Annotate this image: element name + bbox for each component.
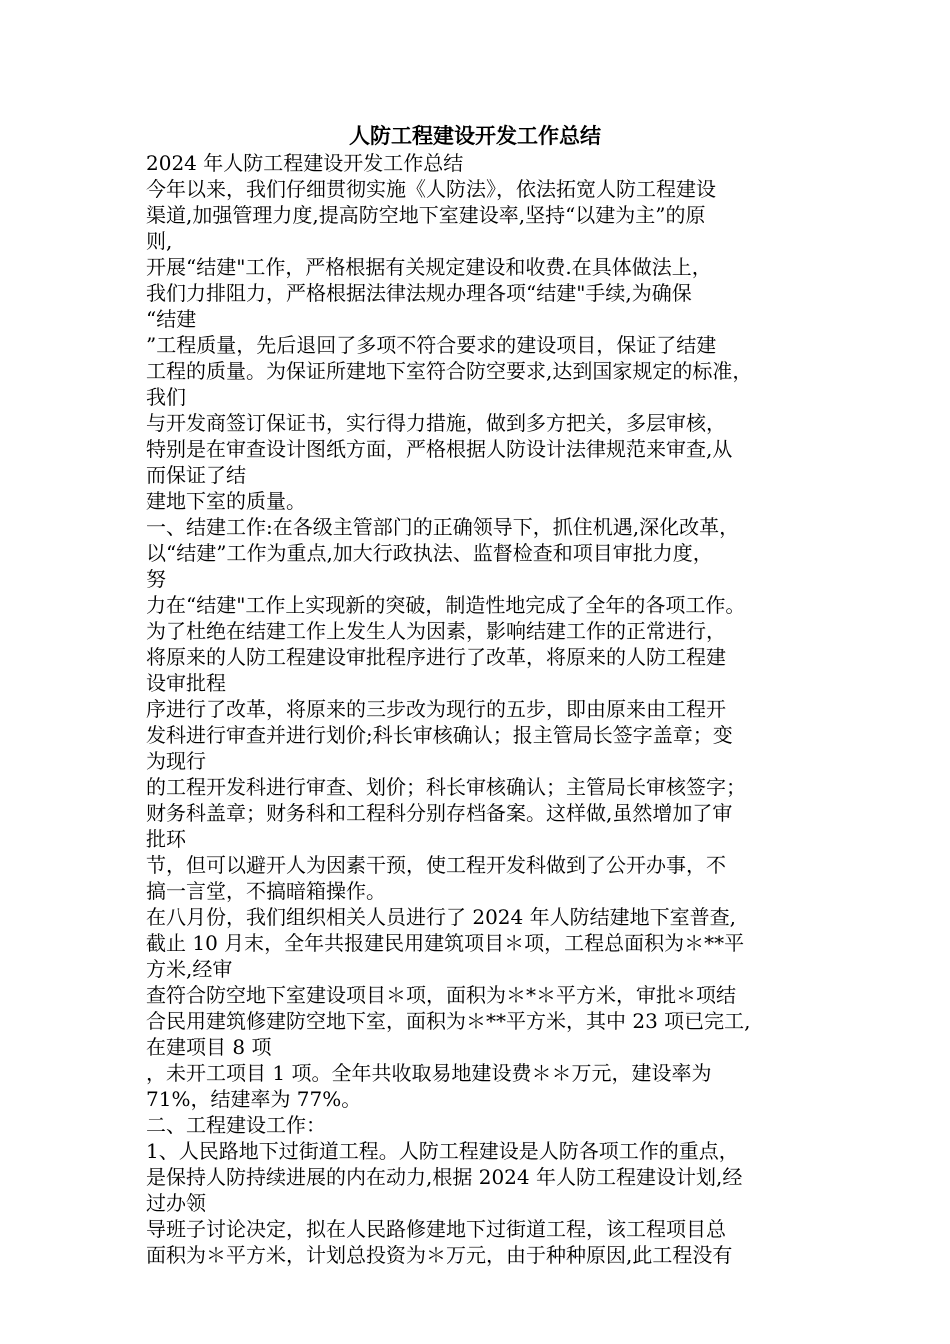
text-line: 则,: [146, 229, 173, 253]
text-line: 71%，结建率为 77%。: [146, 1087, 362, 1111]
text-line: 截止 10 月末，全年共报建民用建筑项目＊项，工程总面积为＊**平: [146, 931, 745, 955]
document-title: 人防工程建设开发工作总结: [349, 124, 601, 148]
text-line: 面积为＊平方米，计划总投资为＊万元，由于种种原因,此工程没有: [146, 1243, 733, 1267]
text-line: 今年以来，我们仔细贯彻实施《人防法》，依法拓宽人防工程建设: [146, 177, 716, 201]
text-line: 1、人民路地下过街道工程。人防工程建设是人防各项工作的重点，: [146, 1139, 739, 1163]
text-line: 搞一言堂，不搞暗箱操作。: [146, 879, 386, 903]
text-line: 导班子讨论决定，拟在人民路修建地下过街道工程，该工程项目总: [146, 1217, 726, 1241]
text-line: “结建: [146, 307, 197, 331]
text-line: 而保证了结: [146, 463, 246, 487]
text-line: ”工程质量，先后退回了多项不符合要求的建设项目，保证了结建: [146, 333, 717, 357]
document-body: [146, 150, 826, 1268]
text-line: 的工程开发科进行审查、划价；科长审核确认；主管局长审核签字；: [146, 775, 746, 799]
text-line: 一、结建工作:在各级主管部门的正确领导下，抓住机遇,深化改革，: [146, 515, 740, 539]
text-line: 节，但可以避开人为因素干预，使工程开发科做到了公开办事，不: [146, 853, 726, 877]
text-line: 以“结建”工作为重点,加大行政执法、监督检查和项目审批力度，: [146, 541, 713, 565]
text-line: 力在“结建"工作上实现新的突破，制造性地完成了全年的各项工作。: [146, 593, 746, 617]
text-line: 我们力排阻力，严格根据法律法规办理各项“结建"手续,为确保: [146, 281, 692, 305]
text-line: ，未开工项目 1 项。全年共收取易地建设费＊＊万元，建设率为: [146, 1061, 712, 1085]
text-line: 与开发商签订保证书，实行得力措施，做到多方把关，多层审核，: [146, 411, 726, 435]
text-line: 为了杜绝在结建工作上发生人为因素，影响结建工作的正常进行，: [146, 619, 726, 643]
text-line: 设审批程: [146, 671, 226, 695]
text-line: 是保持人防持续进展的内在动力,根据 2024 年人防工程建设计划,经: [146, 1165, 743, 1189]
text-line: 二、工程建设工作：: [146, 1113, 326, 1137]
text-line: 财务科盖章；财务科和工程科分别存档备案。这样做,虽然增加了审: [146, 801, 733, 825]
text-line: 工程的质量。为保证所建地下室符合防空要求,达到国家规定的标准，: [146, 359, 753, 383]
text-line: 方米,经审: [146, 957, 233, 981]
text-line: 合民用建筑修建防空地下室，面积为＊**平方米，其中 23 项已完工,: [146, 1009, 751, 1033]
text-line: 我们: [146, 385, 186, 409]
text-line: 发科进行审查并进行划价;科长审核确认；报主管局长签字盖章；变: [146, 723, 733, 747]
text-line: 2024 年人防工程建设开发工作总结: [146, 151, 464, 175]
text-line: 建地下室的质量。: [146, 489, 306, 513]
text-line: 开展“结建"工作，严格根据有关规定建设和收费.在具体做法上，: [146, 255, 712, 279]
text-line: 过办领: [146, 1191, 206, 1215]
text-line: 序进行了改革，将原来的三步改为现行的五步，即由原来由工程开: [146, 697, 726, 721]
text-line: 在八月份，我们组织相关人员进行了 2024 年人防结建地下室普查,: [146, 905, 736, 929]
text-line: 查符合防空地下室建设项目＊项，面积为＊*＊平方米，审批＊项结: [146, 983, 736, 1007]
text-line: 渠道,加强管理力度,提高防空地下室建设率,坚持“以建为主”的原: [146, 203, 706, 227]
text-line: 特别是在审查设计图纸方面，严格根据人防设计法律规范来审查,从: [146, 437, 733, 461]
text-line: 将原来的人防工程建设审批程序进行了改革，将原来的人防工程建: [146, 645, 726, 669]
text-line: 在建项目 8 项: [146, 1035, 272, 1059]
text-line: 为现行: [146, 749, 206, 773]
text-line: 批环: [146, 827, 186, 851]
text-line: 努: [146, 567, 166, 591]
